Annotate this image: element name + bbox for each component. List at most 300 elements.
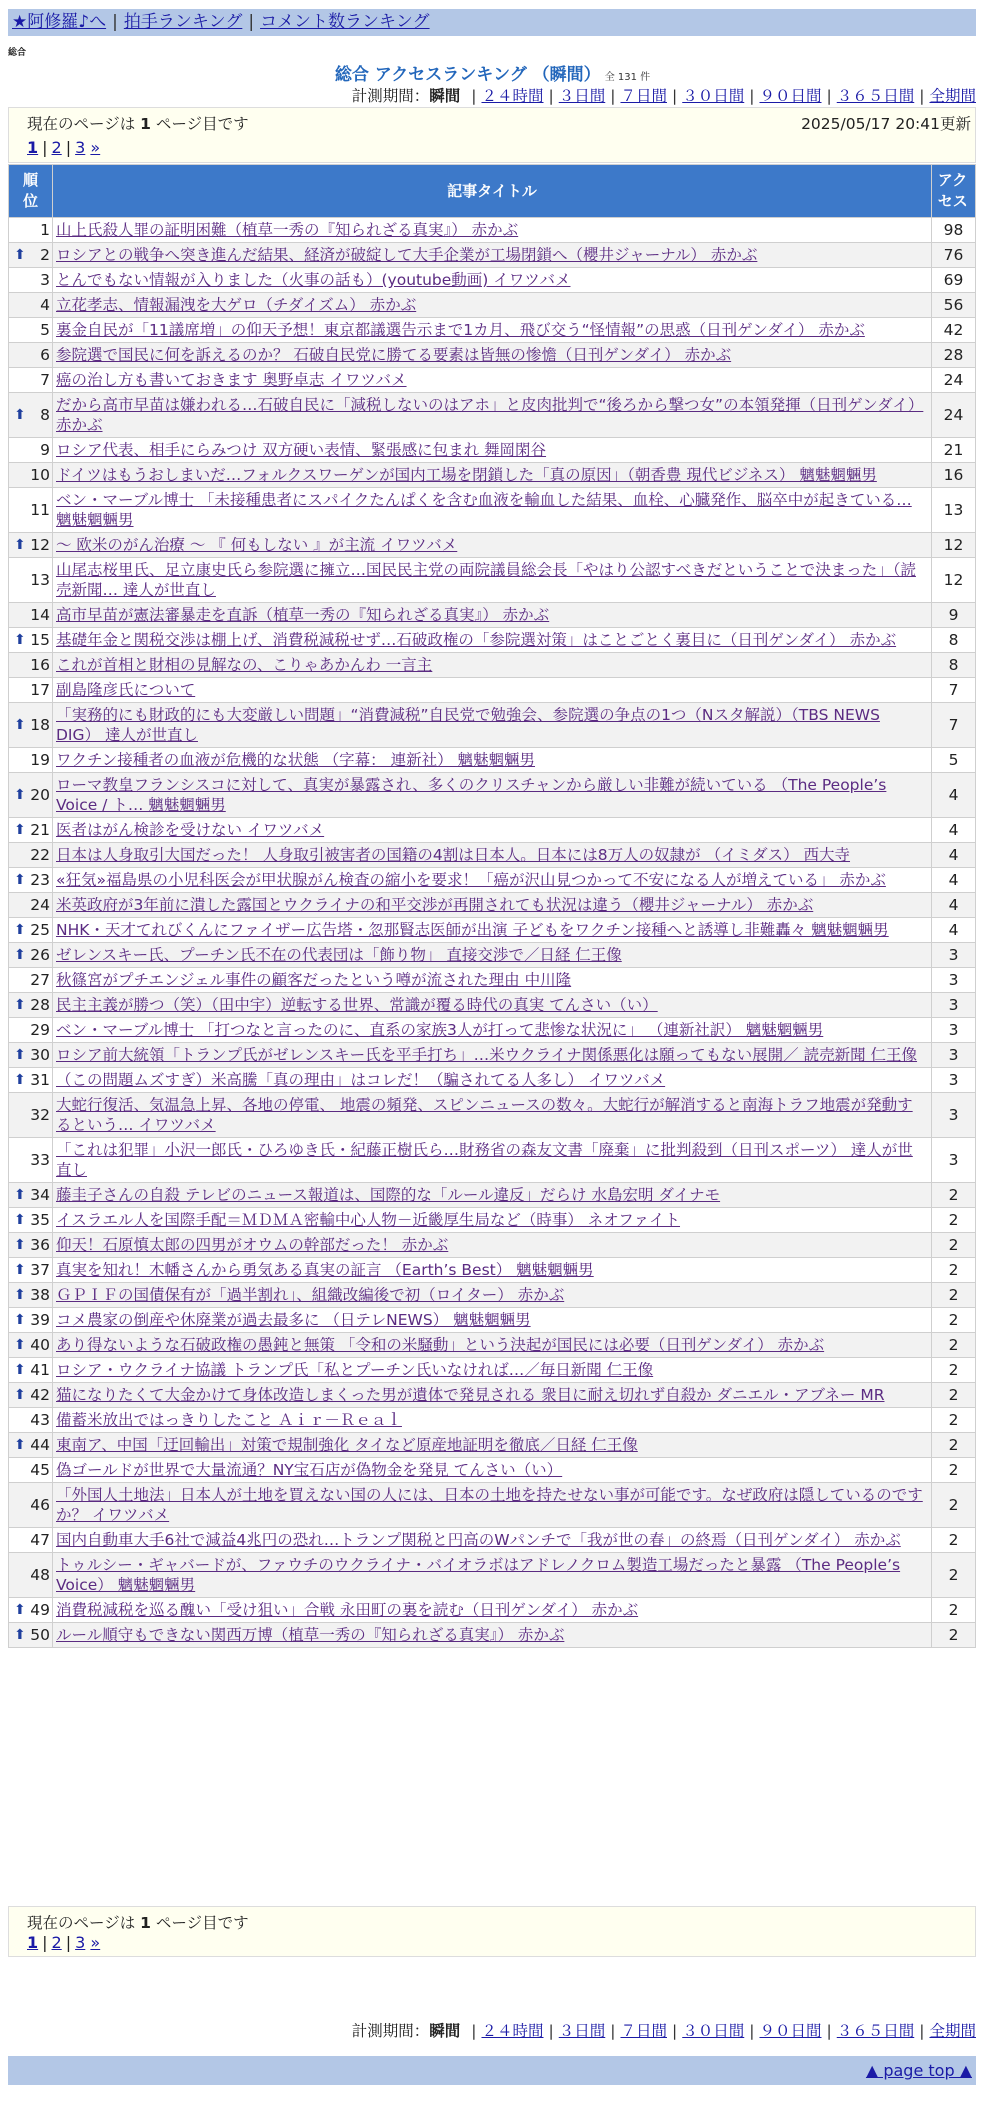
up-arrow-icon: ⬆ (14, 1237, 26, 1253)
article-link[interactable]: 民主主義が勝つ（笑）（田中宇）逆転する世界、常識が覆る時代の真実 てんさい（い） (56, 996, 658, 1014)
up-arrow-icon: ⬆ (14, 1437, 26, 1453)
clap-ranking-link[interactable]: 拍手ランキング (123, 12, 243, 32)
rank-number: 41 (30, 1361, 50, 1379)
article-link[interactable]: とんでもない情報が入りました（火事の話も）(youtube動画) イワツバメ (56, 271, 571, 289)
separator: | (548, 2022, 554, 2040)
table-row (9, 1598, 975, 1622)
rank-number: 13 (30, 571, 50, 589)
rank-number: 50 (30, 1626, 50, 1644)
rank-cell (9, 1528, 52, 1552)
access-count: 2 (932, 1283, 975, 1307)
rank-cell (9, 1383, 52, 1407)
article-link[interactable]: ドイツはもうおしまいだ…フォルクスワーゲンが国内工場を閉鎖した「真の原因」（朝香豊 現代ビジネス） 魑魅魍魎男 (56, 466, 877, 484)
article-link[interactable]: «狂気»福島県の小児科医会が甲状腺がん検査の縮小を要求！「癌が沢山見つかって不安になる人が増えている」 赤かぶ (56, 871, 886, 889)
table-row (9, 1358, 975, 1382)
page-info-box-bottom (8, 1906, 976, 1957)
period-option-link[interactable]: ９０日間 (759, 2022, 822, 2040)
section-label: 総合 (8, 48, 27, 58)
rank-cell (9, 1483, 52, 1527)
table-row (9, 1528, 975, 1552)
table-row (9, 1043, 975, 1067)
access-count: 2 (932, 1528, 975, 1552)
separator: | (610, 2022, 616, 2040)
access-count: 2 (932, 1308, 975, 1332)
article-link[interactable]: あり得ないような石破政権の愚鈍と無策 「令和の米騒動」という決起が国民には必要（日刊ゲンダイ） 赤かぶ (56, 1336, 825, 1354)
rank-cell (9, 1043, 52, 1067)
table-row (9, 293, 975, 317)
rank-cell (9, 678, 52, 702)
title-cell (53, 293, 931, 317)
rank-number: 3 (40, 271, 50, 289)
rank-number: 7 (40, 371, 50, 389)
article-link[interactable]: 仰天！石原慎太郎の四男がオウムの幹部だった！ 赤かぶ (56, 1236, 449, 1254)
up-arrow-icon: ⬆ (14, 1072, 26, 1088)
title-cell (53, 368, 931, 392)
article-link[interactable]: これが首相と財相の見解なの、こりゃあかんわ 一言主 (56, 656, 433, 674)
separator: | (749, 2022, 755, 2040)
table-row (9, 1018, 975, 1042)
rank-cell (9, 293, 52, 317)
article-link[interactable]: ～ 欧米のがん治療 ～ 『 何もしない 』が主流 イワツバメ (56, 536, 458, 554)
article-link[interactable]: ベン・マーブル博士 「未接種患者にスパイクたんぱくを含む血液を輸血した結果、血栓、心臓発作、脳卒中が起きている… 魑魅魍魎男 (56, 491, 912, 529)
up-arrow-icon: ⬆ (14, 997, 26, 1013)
period-option-link[interactable]: 全期間 (929, 2022, 976, 2040)
access-count: 8 (932, 653, 975, 677)
rank-cell (9, 603, 52, 627)
access-count: 4 (932, 773, 975, 817)
table-row (9, 868, 975, 892)
access-count: 56 (932, 293, 975, 317)
pager-next-link[interactable]: » (90, 138, 101, 157)
article-link[interactable]: 「実務的にも財政的にも大変厳しい問題」“消費減税”自民党で勉強会、参院選の争点の1つ（Nスタ解説）（TBS NEWS DIG） 達人が世直し (56, 706, 880, 744)
rank-number: 24 (30, 896, 50, 914)
rank-cell (9, 943, 52, 967)
rank-number: 18 (30, 716, 50, 734)
rank-cell (9, 918, 52, 942)
pager-current-page: 1 (27, 1933, 39, 1952)
table-row (9, 1408, 975, 1432)
separator: | (42, 1933, 48, 1952)
table-row (9, 1183, 975, 1207)
article-link[interactable]: ロシア・ウクライナ協議 トランプ氏「私とプーチン氏いなければ…／毎日新聞 仁王像 (56, 1361, 654, 1379)
title-cell (53, 1433, 931, 1457)
title-cell (53, 1183, 931, 1207)
title-cell (53, 1283, 931, 1307)
access-count: 4 (932, 893, 975, 917)
access-count: 12 (932, 533, 975, 557)
table-row (9, 703, 975, 747)
rank-number: 22 (30, 846, 50, 864)
article-link[interactable]: ＧＰＩＦの国債保有が「過半割れ」、組織改編後で初（ロイター） 赤かぶ (56, 1286, 565, 1304)
table-row (9, 438, 975, 462)
article-link[interactable]: 大蛇行復活、気温急上昇、各地の停電、 地震の頻発、スピンニュースの数々。大蛇行が解消すると南海トラフ地震が発動するという… イワツバメ (56, 1096, 913, 1134)
rank-number: 10 (30, 466, 50, 484)
article-link[interactable]: 消費税減税を巡る醜い「受け狙い」合戦 永田町の裏を読む（日刊ゲンダイ） 赤かぶ (56, 1601, 639, 1619)
article-link[interactable]: 山上氏殺人罪の証明困難（植草一秀の『知られざる真実』） 赤かぶ (56, 221, 519, 239)
title-cell (53, 773, 931, 817)
article-link[interactable]: イスラエル人を国際手配＝ＭＤＭＡ密輸中心人物－近畿厚生局など（時事） ネオファイト (56, 1211, 681, 1229)
period-option-link[interactable]: ３６５日間 (836, 87, 915, 105)
title-cell (53, 1068, 931, 1092)
rank-number: 5 (40, 321, 50, 339)
rank-number: 19 (30, 751, 50, 769)
table-row (9, 533, 975, 557)
table-row (9, 918, 975, 942)
page-info-text-bottom: 現在のページは 1 ページ目です (27, 1914, 249, 1932)
period-option-link[interactable]: ７日間 (620, 87, 667, 105)
title-cell (53, 1138, 931, 1182)
rank-cell (9, 318, 52, 342)
title-cell (53, 268, 931, 292)
rank-cell (9, 773, 52, 817)
table-row (9, 1433, 975, 1457)
pager-page-link[interactable]: 3 (75, 1933, 86, 1952)
article-link[interactable]: 国内自動車大手6社で減益4兆円の恐れ…トランプ関税と円高のWパンチで「我が世の春」の終焉（日刊ゲンダイ） 赤かぶ (56, 1531, 901, 1549)
rank-number: 1 (40, 221, 50, 239)
table-row (9, 1208, 975, 1232)
rank-number: 12 (30, 536, 50, 554)
table-row (9, 843, 975, 867)
access-count: 2 (932, 1458, 975, 1482)
access-count: 2 (932, 1553, 975, 1597)
access-count: 4 (932, 868, 975, 892)
rank-cell (9, 1018, 52, 1042)
rank-cell (9, 488, 52, 532)
updated-timestamp: 2025/05/17 20:41更新 (801, 115, 971, 133)
title-cell (53, 488, 931, 532)
access-count: 2 (932, 1208, 975, 1232)
article-link[interactable]: ローマ教皇フランシスコに対して、真実が暴露され、多くのクリスチャンから厳しい非難が続いている （The People’s Voice / ト… 魑魅魍魎男 (56, 776, 887, 814)
title-cell (53, 1383, 931, 1407)
article-link[interactable]: コメ農家の倒産や休廃業が過去最多に （日テレNEWS） 魑魅魍魎男 (56, 1311, 531, 1329)
up-arrow-icon: ⬆ (14, 787, 26, 803)
period-selector-bottom (352, 2019, 976, 2041)
period-option-link[interactable]: ３日間 (558, 2022, 606, 2040)
article-link[interactable]: ルール順守もできない関西万博（植草一秀の『知られざる真実』） 赤かぶ (56, 1626, 565, 1644)
rank-number: 34 (30, 1186, 50, 1204)
comment-ranking-link[interactable]: コメント数ランキング (260, 12, 430, 32)
title-cell (53, 843, 931, 867)
title-cell (53, 1553, 931, 1597)
access-count: 9 (932, 603, 975, 627)
rank-number: 17 (30, 681, 50, 699)
article-link[interactable]: 秋篠宮がプチエンジェル事件の顧客だったという噂が流された理由 中川隆 (56, 971, 572, 989)
article-link[interactable]: ロシア前大統領「トランプ氏がゼレンスキー氏を平手打ち」…米ウクライナ関係悪化は願ってもない展開／ 読売新聞 仁王像 (56, 1046, 918, 1064)
access-count: 16 (932, 463, 975, 487)
pager-page-link[interactable]: 2 (51, 138, 62, 157)
up-arrow-icon: ⬆ (14, 632, 26, 648)
table-row (9, 1458, 975, 1482)
title-cell (53, 968, 931, 992)
access-count: 12 (932, 558, 975, 602)
table-row (9, 1553, 975, 1597)
title-cell (53, 463, 931, 487)
title-cell (53, 243, 931, 267)
article-link[interactable]: ゼレンスキー氏、プーチン氏不在の代表団は「飾り物」 直接交渉で／日経 仁王像 (56, 946, 622, 964)
table-row (9, 368, 975, 392)
article-link[interactable]: 癌の治し方も書いておきます 奥野卓志 イワツバメ (56, 371, 407, 389)
table-row (9, 678, 975, 702)
title-cell (53, 1333, 931, 1357)
rank-cell (9, 1333, 52, 1357)
header-title: 記事タイトル (53, 165, 931, 217)
separator: | (548, 87, 554, 105)
rank-cell (9, 533, 52, 557)
up-arrow-icon: ⬆ (14, 1047, 26, 1063)
title-cell (53, 1458, 931, 1482)
rank-number: 37 (30, 1261, 50, 1279)
separator: | (826, 2022, 832, 2040)
rank-cell (9, 1598, 52, 1622)
rank-cell (9, 1283, 52, 1307)
article-link[interactable]: ロシアとの戦争へ突き進んだ結果、経済が破綻して大手企業が工場閉鎖へ（櫻井ジャーナル） 赤かぶ (56, 246, 758, 264)
period-option-link[interactable]: ３日間 (558, 87, 606, 105)
table-row (9, 268, 975, 292)
rank-cell (9, 1408, 52, 1432)
table-row (9, 773, 975, 817)
article-link[interactable]: ワクチン接種者の血液が危機的な状態 （字幕： 連新社） 魑魅魍魎男 (56, 751, 536, 769)
rank-number: 21 (30, 821, 50, 839)
rank-number: 44 (30, 1436, 50, 1454)
rank-cell (9, 1553, 52, 1597)
access-count: 5 (932, 748, 975, 772)
pager-current-page: 1 (27, 138, 39, 157)
rank-cell (9, 463, 52, 487)
article-link[interactable]: 東南ア、中国「迂回輸出」対策で規制強化 タイなど原産地証明を徹底／日経 仁王像 (56, 1436, 638, 1454)
period-label: 計測期間： (351, 87, 430, 105)
up-arrow-icon: ⬆ (14, 1312, 26, 1328)
article-link[interactable]: 日本は人身取引大国だった！ 人身取引被害者の国籍の4割は日本人。日本には8万人の奴隷が （イミダス） 西大寺 (56, 846, 851, 864)
rank-number: 6 (40, 346, 50, 364)
title-cell (53, 1358, 931, 1382)
article-link[interactable]: 基礎年金と関税交渉は棚上げ、消費税減税せず…石破政権の「参院選対策」はことごとく裏目に（日刊ゲンダイ） 赤かぶ (56, 631, 897, 649)
article-link[interactable]: ロシア代表、相手にらみつけ 双方硬い表情、緊張感に包まれ 舞岡閑谷 (56, 441, 547, 459)
separator: | (471, 2022, 477, 2040)
separator: | (919, 87, 925, 105)
article-link[interactable]: NHK・天才てれびくんにファイザー広告塔・忽那賢志医師が出演 子どもをワクチン接種へと誘導し非難轟々 魑魅魍魎男 (56, 921, 889, 939)
rank-number: 30 (30, 1046, 50, 1064)
table-row (9, 393, 975, 437)
rank-number: 9 (40, 441, 50, 459)
article-link[interactable]: ベン・マーブル博士 「打つなと言ったのに、直系の家族3人が打って悲惨な状況に」 （連新社訳） 魑魅魍魎男 (56, 1021, 824, 1039)
access-count: 4 (932, 918, 975, 942)
rank-cell (9, 1233, 52, 1257)
rank-number: 43 (30, 1411, 50, 1429)
access-count: 2 (932, 1623, 975, 1647)
ranking-body (9, 218, 975, 1647)
access-count: 2 (932, 1383, 975, 1407)
article-link[interactable]: 備蓄米放出ではっきりしたこと Ａｉｒ－Ｒｅａｌ (56, 1411, 402, 1429)
up-arrow-icon: ⬆ (14, 1212, 26, 1228)
access-count: 28 (932, 343, 975, 367)
title-cell (53, 893, 931, 917)
table-row (9, 943, 975, 967)
access-count: 21 (932, 438, 975, 462)
article-link[interactable]: 「外国人土地法」日本人が土地を買えない国の人には、日本の土地を持たせない事が可能です。なぜ政府は隠しているのですか？ イワツバメ (56, 1486, 923, 1524)
separator: | (826, 87, 832, 105)
bottom-bar (8, 2056, 976, 2085)
rank-cell (9, 1358, 52, 1382)
period-option-link[interactable]: ２４時間 (481, 87, 544, 105)
title-cell (53, 868, 931, 892)
article-link[interactable]: 立花孝志、情報漏洩を大ゲロ（チダイズム） 赤かぶ (56, 296, 417, 314)
access-count: 2 (932, 1183, 975, 1207)
title-cell (53, 1408, 931, 1432)
title-cell (53, 993, 931, 1017)
table-header-row (9, 165, 975, 217)
rank-cell (9, 843, 52, 867)
access-count: 3 (932, 1068, 975, 1092)
separator: | (749, 87, 755, 105)
article-link[interactable]: だから高市早苗は嫌われる…石破自民に「減税しないのはアホ」と皮肉批判で“後ろから撃つ女”の本領発揮（日刊ゲンダイ） 赤かぶ (56, 396, 924, 434)
title-cell (53, 1598, 931, 1622)
up-arrow-icon: ⬆ (14, 1337, 26, 1353)
title-cell (53, 748, 931, 772)
period-current: 瞬間 (429, 2022, 461, 2040)
period-option-link[interactable]: ９０日間 (759, 87, 822, 105)
article-link[interactable]: 米英政府が3年前に潰した露国とウクライナの和平交渉が再開されても状況は違う（櫻井ジャーナル） 赤かぶ (56, 896, 814, 914)
article-link[interactable]: 偽ゴールドが世界で大量流通？NY宝石店が偽物金を発見 てんさい（い） (56, 1461, 563, 1479)
table-row (9, 1258, 975, 1282)
rank-number: 32 (30, 1106, 50, 1124)
article-link[interactable]: 医者はがん検診を受けない イワツバメ (56, 821, 325, 839)
table-row (9, 1623, 975, 1647)
article-link[interactable]: 猫になりたくて大金かけて身体改造しまくった男が遺体で発見される 衆目に耐え切れず自殺か ダニエル・アブネー MR (56, 1386, 885, 1404)
separator: | (65, 138, 72, 157)
home-link[interactable]: ★阿修羅♪へ (12, 12, 107, 32)
rank-cell (9, 1258, 52, 1282)
title-cell (53, 1093, 931, 1137)
period-option-link[interactable]: ２４時間 (481, 2022, 544, 2040)
title-cell (53, 1308, 931, 1332)
article-link[interactable]: 真実を知れ！木幡さんから勇気ある真実の証言 （Earth’s Best） 魑魅魍魎男 (56, 1261, 594, 1279)
pager-next-link[interactable]: » (90, 1933, 101, 1952)
rank-number: 11 (30, 501, 50, 519)
article-link[interactable]: 藤圭子さんの自殺 テレビのニュース報道は、国際的な「ルール違反」だらけ 水島宏明 ダイナモ (56, 1186, 721, 1204)
rank-cell (9, 868, 52, 892)
up-arrow-icon: ⬆ (14, 872, 26, 888)
access-count: 98 (932, 218, 975, 242)
table-row (9, 488, 975, 532)
up-arrow-icon: ⬆ (14, 1387, 26, 1403)
rank-cell (9, 703, 52, 747)
table-row (9, 993, 975, 1017)
rank-number: 31 (30, 1071, 50, 1089)
rank-number: 15 (30, 631, 50, 649)
rank-number: 4 (40, 296, 50, 314)
title-cell (53, 1258, 931, 1282)
rank-number: 26 (30, 946, 50, 964)
pager-page-link[interactable]: 3 (75, 138, 86, 157)
title-cell (53, 653, 931, 677)
title-cell (53, 558, 931, 602)
table-row (9, 1483, 975, 1527)
page-info-box (8, 107, 976, 163)
rank-number: 23 (30, 871, 50, 889)
rank-cell (9, 1093, 52, 1137)
table-row (9, 1283, 975, 1307)
access-count: 2 (932, 1433, 975, 1457)
article-link[interactable]: 「これは犯罪」小沢一郎氏・ひろゆき氏・紀藤正樹氏ら…財務省の森友文書「廃棄」に批判殺到（日刊スポーツ） 達人が世直し (56, 1141, 913, 1179)
access-count: 3 (932, 1093, 975, 1137)
up-arrow-icon: ⬆ (14, 1287, 26, 1303)
title-cell (53, 318, 931, 342)
rank-cell (9, 1308, 52, 1332)
period-option-link[interactable]: ３０日間 (682, 2022, 745, 2040)
up-arrow-icon: ⬆ (14, 717, 26, 733)
rank-cell (9, 993, 52, 1017)
page-top-link[interactable]: ▲ page top ▲ (865, 2061, 972, 2080)
ranking-table (8, 164, 976, 1648)
article-link[interactable]: 裏金自民が「11議席増」の仰天予想！東京都議選告示まで1カ月、飛び交う“怪情報”の思惑（日刊ゲンダイ） 赤かぶ (56, 321, 865, 339)
table-row (9, 818, 975, 842)
period-option-link[interactable]: ３０日間 (682, 87, 745, 105)
table-row (9, 218, 975, 242)
rank-cell (9, 748, 52, 772)
header-access: アクセス (932, 165, 975, 217)
article-link[interactable]: （この問題ムズすぎ）米高騰「真の理由」はコレだ！（騙されてる人多し） イワツバメ (56, 1071, 666, 1089)
period-option-link[interactable]: ３６５日間 (836, 2022, 915, 2040)
pager-page-link[interactable]: 2 (51, 1933, 62, 1952)
rank-number: 14 (30, 606, 50, 624)
article-link[interactable]: 高市早苗が憲法審暴走を直訴（植草一秀の『知られざる真実』） 赤かぶ (56, 606, 550, 624)
article-link[interactable]: 山尾志桜里氏、足立康史氏ら参院選に擁立…国民民主党の両院議員総会長「やはり公認すべきだということで決まった」（読売新聞… 達人が世直し (56, 561, 916, 599)
rank-cell (9, 628, 52, 652)
period-selector (352, 84, 976, 106)
period-option-link[interactable]: 全期間 (929, 87, 976, 105)
access-count: 3 (932, 1018, 975, 1042)
period-current: 瞬間 (429, 87, 461, 105)
title-cell (53, 1018, 931, 1042)
access-count: 2 (932, 1408, 975, 1432)
access-count: 3 (932, 993, 975, 1017)
access-count: 2 (932, 1358, 975, 1382)
access-count: 7 (932, 703, 975, 747)
pager-bottom (27, 1933, 100, 1952)
period-label: 計測期間： (351, 2022, 430, 2040)
title-cell (53, 678, 931, 702)
header-rank: 順位 (9, 165, 52, 217)
access-count: 3 (932, 1138, 975, 1182)
rank-cell (9, 368, 52, 392)
rank-cell (9, 818, 52, 842)
separator: | (471, 87, 477, 105)
table-row (9, 1308, 975, 1332)
rank-number: 28 (30, 996, 50, 1014)
table-row (9, 1383, 975, 1407)
rank-number: 47 (30, 1531, 50, 1549)
table-row (9, 1093, 975, 1137)
access-count: 13 (932, 488, 975, 532)
up-arrow-icon: ⬆ (14, 922, 26, 938)
access-count: 76 (932, 243, 975, 267)
rank-cell (9, 438, 52, 462)
table-row (9, 1233, 975, 1257)
article-link[interactable]: 参院選で国民に何を訴えるのか？ 石破自民党に勝てる要素は皆無の惨憺（日刊ゲンダイ） 赤かぶ (56, 346, 732, 364)
period-option-link[interactable]: ７日間 (620, 2022, 667, 2040)
up-arrow-icon: ⬆ (14, 1262, 26, 1278)
top-nav-bar: ★阿修羅♪へ | 拍手ランキング | コメント数ランキング (8, 9, 976, 36)
ranking-title-row (0, 60, 985, 85)
article-link[interactable]: トゥルシー・ギャバードが、ファウチのウクライナ・バイオラボはアドレノクロム製造工場だったと暴露 （The People’s Voice） 魑魅魍魎男 (56, 1556, 901, 1594)
table-row (9, 653, 975, 677)
access-count: 7 (932, 678, 975, 702)
title-cell (53, 1043, 931, 1067)
article-link[interactable]: 副島隆彦氏について (56, 681, 196, 699)
rank-cell (9, 1433, 52, 1457)
title-cell (53, 393, 931, 437)
title-cell (53, 943, 931, 967)
